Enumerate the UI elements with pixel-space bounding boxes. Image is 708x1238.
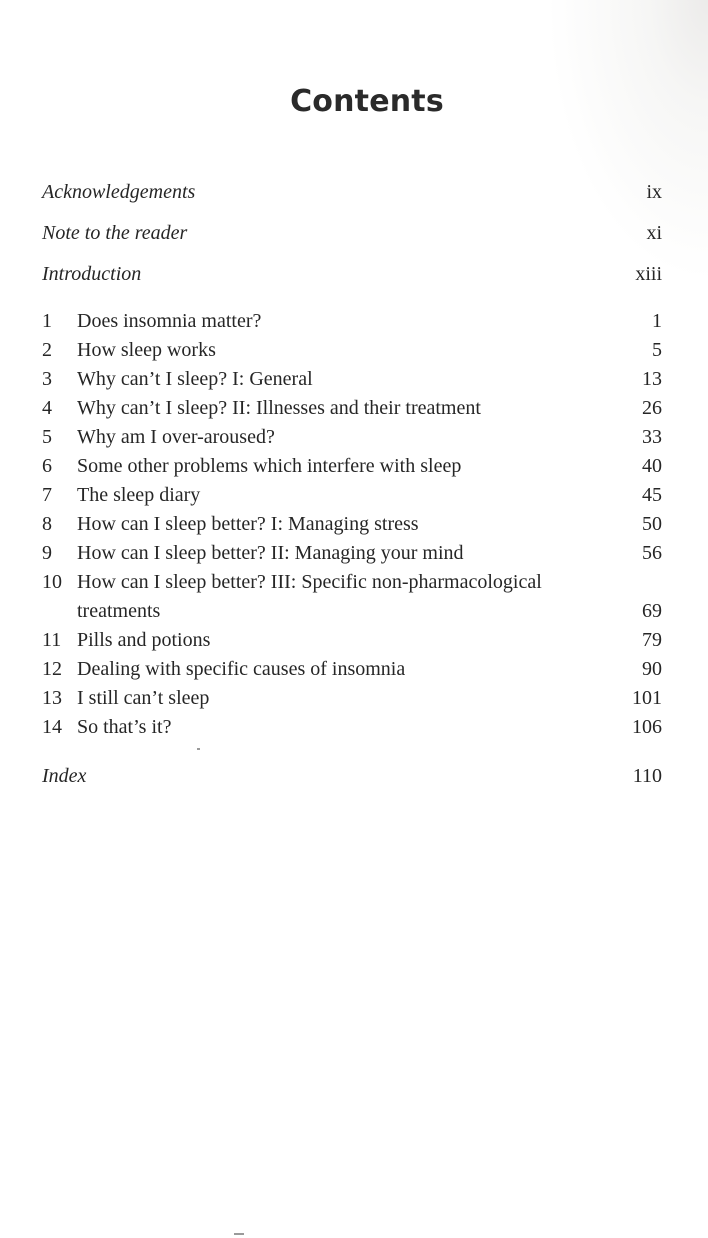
chapter-number: 11 <box>42 629 62 651</box>
chapter-title: Why am I over-aroused? <box>77 426 275 448</box>
chapter-number: 13 <box>42 687 62 709</box>
toc-entry-page: ix <box>646 181 662 203</box>
toc-chapter-1 <box>42 307 662 336</box>
scan-speck <box>197 748 200 750</box>
toc-chapter-5 <box>42 423 662 452</box>
toc-entry-acknowledgements <box>42 178 662 207</box>
chapter-number: 5 <box>42 426 52 448</box>
chapter-title: Why can’t I sleep? I: General <box>77 368 313 390</box>
toc-entry-title: Note to the reader <box>42 222 188 244</box>
chapter-title: I still can’t sleep <box>77 687 210 709</box>
toc-chapter-3 <box>42 365 662 394</box>
chapter-number: 9 <box>42 542 52 564</box>
toc-chapter-7 <box>42 481 662 510</box>
toc-entry-title: Index <box>42 765 87 787</box>
chapter-page: 13 <box>642 368 662 390</box>
toc-chapter-10 <box>42 568 662 626</box>
chapter-number: 1 <box>42 310 52 332</box>
chapter-page: 90 <box>642 658 662 680</box>
chapter-page: 33 <box>642 426 662 448</box>
chapter-number: 12 <box>42 658 62 680</box>
chapter-number: 10 <box>42 571 62 593</box>
toc-entry-title: Introduction <box>42 263 142 285</box>
chapter-number: 14 <box>42 716 62 738</box>
toc-entry-note-to-reader <box>42 219 662 248</box>
chapter-title: How can I sleep better? II: Managing your mind <box>77 542 464 564</box>
chapter-page: 45 <box>642 484 662 506</box>
chapter-page: 69 <box>642 600 662 622</box>
chapter-number: 6 <box>42 455 52 477</box>
toc-chapter-6 <box>42 452 662 481</box>
chapter-page: 40 <box>642 455 662 477</box>
toc-chapter-4 <box>42 394 662 423</box>
scan-speck <box>234 1233 244 1235</box>
chapter-title: Dealing with specific causes of insomnia <box>77 658 406 680</box>
chapter-title: Some other problems which interfere with sleep <box>77 455 462 477</box>
chapter-page: 101 <box>632 687 662 709</box>
chapter-page: 5 <box>652 339 662 361</box>
chapter-page: 56 <box>642 542 662 564</box>
chapter-title: So that’s it? <box>77 716 172 738</box>
toc-entry-page: 110 <box>632 765 662 787</box>
chapter-page: 26 <box>642 397 662 419</box>
toc-entry-introduction <box>42 260 662 289</box>
toc-entry-page: xiii <box>635 263 662 285</box>
toc-chapter-14 <box>42 713 662 742</box>
chapter-number: 7 <box>42 484 52 506</box>
chapter-number: 4 <box>42 397 52 419</box>
chapter-page: 106 <box>632 716 662 738</box>
toc-entry-page: xi <box>646 222 662 244</box>
chapter-title: Does insomnia matter? <box>77 310 262 332</box>
chapter-number: 3 <box>42 368 52 390</box>
chapter-title: How can I sleep better? I: Managing stress <box>77 513 419 535</box>
toc-chapter-9 <box>42 539 662 568</box>
chapter-page: 50 <box>642 513 662 535</box>
chapter-number: 8 <box>42 513 52 535</box>
chapter-title: Why can’t I sleep? II: Illnesses and their treatment <box>77 397 481 419</box>
toc-chapter-11 <box>42 626 662 655</box>
chapter-title: Pills and potions <box>77 629 211 651</box>
toc-chapter-13 <box>42 684 662 713</box>
page-title: Contents <box>290 84 444 119</box>
chapter-title: How sleep works <box>77 339 216 361</box>
toc-chapter-2 <box>42 336 662 365</box>
toc-chapter-12 <box>42 655 662 684</box>
chapter-page: 1 <box>652 310 662 332</box>
toc-entry-index <box>42 762 662 791</box>
chapter-title: The sleep diary <box>77 484 201 506</box>
toc-chapter-8 <box>42 510 662 539</box>
chapter-page: 79 <box>642 629 662 651</box>
toc-entry-title: Acknowledgements <box>42 181 196 203</box>
chapter-title: How can I sleep better? III: Specific non-pharmacological treatments <box>77 571 542 622</box>
chapter-number: 2 <box>42 339 52 361</box>
